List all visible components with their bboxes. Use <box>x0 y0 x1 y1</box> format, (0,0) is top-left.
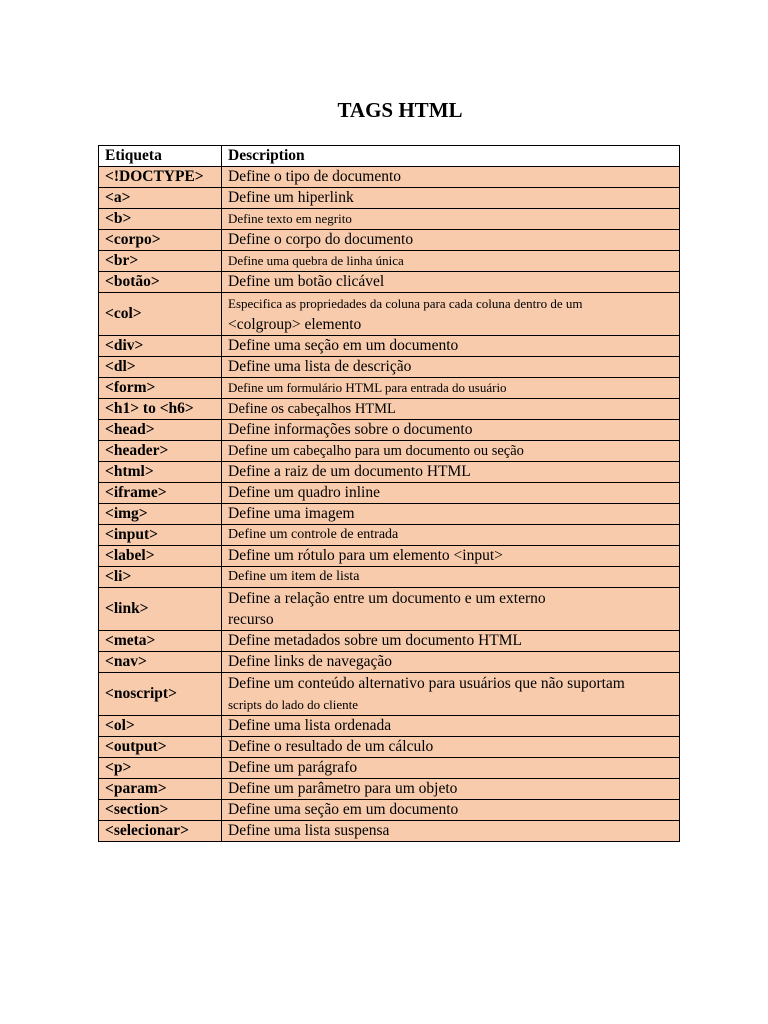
desc-cell: Define uma quebra de linha única <box>222 251 680 272</box>
desc-cell: Define metadados sobre um documento HTML <box>222 631 680 652</box>
table-row <box>99 230 680 251</box>
table-row <box>99 378 680 399</box>
table-row <box>99 336 680 357</box>
desc-cell: Define um botão clicável <box>222 272 680 293</box>
html-tags-table <box>98 145 680 842</box>
tag-cell: <!DOCTYPE> <box>99 167 222 188</box>
desc-cell <box>222 293 680 336</box>
tag-cell: <iframe> <box>99 483 222 504</box>
tag-cell: <ol> <box>99 716 222 737</box>
table-row <box>99 525 680 546</box>
tag-cell: <li> <box>99 567 222 588</box>
table-row <box>99 420 680 441</box>
desc-cell: Define uma lista suspensa <box>222 821 680 842</box>
table-row <box>99 652 680 673</box>
tag-cell: <param> <box>99 779 222 800</box>
tag-cell: <a> <box>99 188 222 209</box>
table-row <box>99 399 680 420</box>
table-row <box>99 167 680 188</box>
table-row <box>99 293 680 336</box>
tag-cell: <b> <box>99 209 222 230</box>
table-row <box>99 188 680 209</box>
table-row <box>99 779 680 800</box>
table-row <box>99 251 680 272</box>
header-description: Description <box>222 146 680 167</box>
desc-cell: Define uma seção em um documento <box>222 336 680 357</box>
tag-cell: <div> <box>99 336 222 357</box>
desc-cell: Define um item de lista <box>222 567 680 588</box>
desc-cell: Define um hiperlink <box>222 188 680 209</box>
tag-cell: <output> <box>99 737 222 758</box>
desc-line-2: scripts do lado do cliente <box>228 697 358 712</box>
desc-cell: Define informações sobre o documento <box>222 420 680 441</box>
table-row <box>99 631 680 652</box>
desc-cell: Define um parágrafo <box>222 758 680 779</box>
tag-cell: <img> <box>99 504 222 525</box>
desc-cell: Define o tipo de documento <box>222 167 680 188</box>
table-row <box>99 272 680 293</box>
tag-cell: <header> <box>99 441 222 462</box>
desc-cell: Define a raiz de um documento HTML <box>222 462 680 483</box>
desc-cell <box>222 588 680 631</box>
table-row <box>99 758 680 779</box>
desc-cell: Define um parâmetro para um objeto <box>222 779 680 800</box>
table-row <box>99 504 680 525</box>
desc-line-2: recurso <box>228 611 274 628</box>
tag-cell: <link> <box>99 588 222 631</box>
table-row <box>99 209 680 230</box>
tag-cell: <head> <box>99 420 222 441</box>
table-row <box>99 357 680 378</box>
tag-cell: <html> <box>99 462 222 483</box>
table-row <box>99 673 680 716</box>
tag-cell: <dl> <box>99 357 222 378</box>
desc-cell: Define um formulário HTML para entrada do usuário <box>222 378 680 399</box>
tag-cell: <corpo> <box>99 230 222 251</box>
tag-cell: <label> <box>99 546 222 567</box>
tag-cell: <input> <box>99 525 222 546</box>
desc-line-1: Especifica as propriedades da coluna para cada coluna dentro de um <box>228 296 583 311</box>
table-row <box>99 588 680 631</box>
table-row <box>99 462 680 483</box>
tag-cell: <selecionar> <box>99 821 222 842</box>
tag-cell: <botão> <box>99 272 222 293</box>
tag-cell: <h1> to <h6> <box>99 399 222 420</box>
tag-cell: <section> <box>99 800 222 821</box>
table-row <box>99 821 680 842</box>
table-row <box>99 483 680 504</box>
desc-cell: Define uma imagem <box>222 504 680 525</box>
desc-line-2: <colgroup> elemento <box>228 316 362 333</box>
tag-cell: <nav> <box>99 652 222 673</box>
header-etiqueta: Etiqueta <box>99 146 222 167</box>
desc-cell: Define um cabeçalho para um documento ou seção <box>222 441 680 462</box>
desc-cell: Define o corpo do documento <box>222 230 680 251</box>
desc-cell: Define links de navegação <box>222 652 680 673</box>
table-header-row <box>99 146 680 167</box>
desc-cell: Define uma lista de descrição <box>222 357 680 378</box>
table-row <box>99 737 680 758</box>
desc-cell: Define um rótulo para um elemento <input> <box>222 546 680 567</box>
tag-cell: <noscript> <box>99 673 222 716</box>
desc-line-1: Define a relação entre um documento e um externo <box>228 590 546 607</box>
desc-cell: Define um quadro inline <box>222 483 680 504</box>
page-title: TAGS HTML <box>337 98 463 122</box>
table-row <box>99 716 680 737</box>
table-row <box>99 567 680 588</box>
tag-cell: <p> <box>99 758 222 779</box>
tag-cell: <meta> <box>99 631 222 652</box>
desc-cell: Define texto em negrito <box>222 209 680 230</box>
table-row <box>99 800 680 821</box>
table-row <box>99 546 680 567</box>
tag-cell: <col> <box>99 293 222 336</box>
table-row <box>99 441 680 462</box>
desc-cell: Define uma seção em um documento <box>222 800 680 821</box>
desc-cell: Define o resultado de um cálculo <box>222 737 680 758</box>
tag-cell: <br> <box>99 251 222 272</box>
desc-cell: Define os cabeçalhos HTML <box>222 399 680 420</box>
desc-cell <box>222 673 680 716</box>
tag-cell: <form> <box>99 378 222 399</box>
desc-line-1: Define um conteúdo alternativo para usuários que não suportam <box>228 675 625 692</box>
desc-cell: Define um controle de entrada <box>222 525 680 546</box>
desc-cell: Define uma lista ordenada <box>222 716 680 737</box>
